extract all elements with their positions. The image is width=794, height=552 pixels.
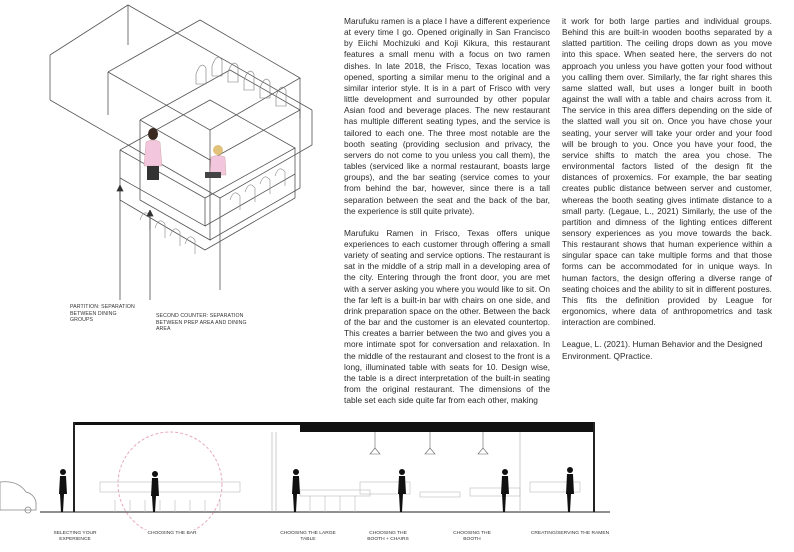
customer-figure bbox=[205, 145, 226, 178]
figure-bar bbox=[151, 471, 159, 512]
axonometric-bar-drawing bbox=[0, 0, 330, 300]
partition-callout: PARTITION: SEPARATION BETWEEN DINING GROUPS bbox=[70, 304, 135, 324]
text-column-right bbox=[562, 16, 772, 373]
stage-label-large-table: CHOOSING THE LARGE TABLE bbox=[280, 531, 336, 542]
stage-label-selecting: SELECTING YOUR EXPERIENCE bbox=[53, 531, 97, 542]
second-counter-callout: SECOND COUNTER: SEPARATION BETWEEN PREP AREA AND DINING AREA bbox=[156, 313, 247, 333]
figure-booth-chairs bbox=[398, 469, 406, 512]
figure-table bbox=[292, 469, 300, 512]
figure-chef bbox=[566, 467, 574, 512]
text-column-left bbox=[344, 16, 550, 417]
stage-label-booth-chairs: CHOOSING THE BOOTH + CHAIRS bbox=[367, 531, 409, 542]
stage-label-booth: CHOOSING THE BOOTH bbox=[453, 531, 491, 542]
paragraph-3: it work for both large parties and individual groups. Behind this are built-in wooden booths separated by a slatted partition. The ceiling drops down as you move into this space. When seated here, the servers do not approach you unless you have gotten your food without you calling them over. Similarly, the far right shares this same slatted wall, but uses a longer built in booth against the wall with a table and chairs across from it. The service in this area differs depending on the side of the slatted wall you sit on. Once you have chose your seating, your server will take your order and your food will be brough to you. Once you have your food, the service shifts to match the area you chose. The environmental factors listed of the design fit the distances of proxemics. For example, the bar seating creates public distance between server and customer, whereas the booth seating gives intimate distance to a small party. (Legaue, L., 2021) Similarly, the use of the partition and dimness of the lighting entices different sensory experiences as you move towards the back. This restaurant shows that human experience within a singular space can take multiple forms and that those forms can be accommodated for in unique ways. In human factors, the design offering a diverse range of seating choices and the ability to sit in different postures. This fits the definition provided by League for ergonomics, where data of anthropometrics and task interaction are combined. bbox=[562, 16, 772, 328]
stage-label-serving: CREATING/SERVING THE RAMEN bbox=[530, 531, 610, 536]
section-drawing bbox=[0, 412, 794, 530]
figure-booth bbox=[501, 469, 509, 512]
reference: League, L. (2021). Human Behavior and the Designed Environment. QPractice. bbox=[562, 339, 763, 361]
figure-selecting bbox=[59, 469, 67, 512]
stage-label-bar: CHOOSING THE BAR bbox=[147, 531, 197, 536]
paragraph-2: Marufuku Ramen in Frisco, Texas offers unique experiences to each customer through offering a small variety of seating and service options. The restaurant is sat in the middle of a strip mall in a developing area of the city. Entering through the front door, you are met with a server asking you where you would like to sit. On the far left is a built-in bar with chairs on one side, and drink preparation space on the other. Between the back of the bar and the customer is an elevated countertop. This creates a barrier between the two and gives you a more intimate spot for conversation and relaxation. In the middle of the restaurant and closest to the front is a long, illuminated table with seats for 10. Design wise, the table is a direct interpretation of the built-in seating from the original restaurant. The dimensions of the table set each side quite far from each other, making bbox=[344, 227, 550, 406]
paragraph-1: Marufuku ramen is a place I have a different experience at every time I go. Opened originally in San Francisco by Eiichi Mochizuki and Koji Kikura, this restaurant features a small menu with a focus on two ramen dishes. In late 2018, the Frisco, Texas location was opened, sporting a similar menu to the original and a similar interior style. It is in a part of Frisco with very little development and surrounded by other popular Asian food and beverage places. The new restaurant has multiple different seating types, and the service is tailored to each one. The three most notable are the booth seating (providing seclusion and privacy, the servers do not come to you unless you call them), the tables (serviced like a normal restaurant, boasts large groups), and the bar seating (service comes to your from behind the bar, however, since there is a tall separation between the seat and the back of the bar, the experience is still quite private). bbox=[344, 16, 550, 216]
